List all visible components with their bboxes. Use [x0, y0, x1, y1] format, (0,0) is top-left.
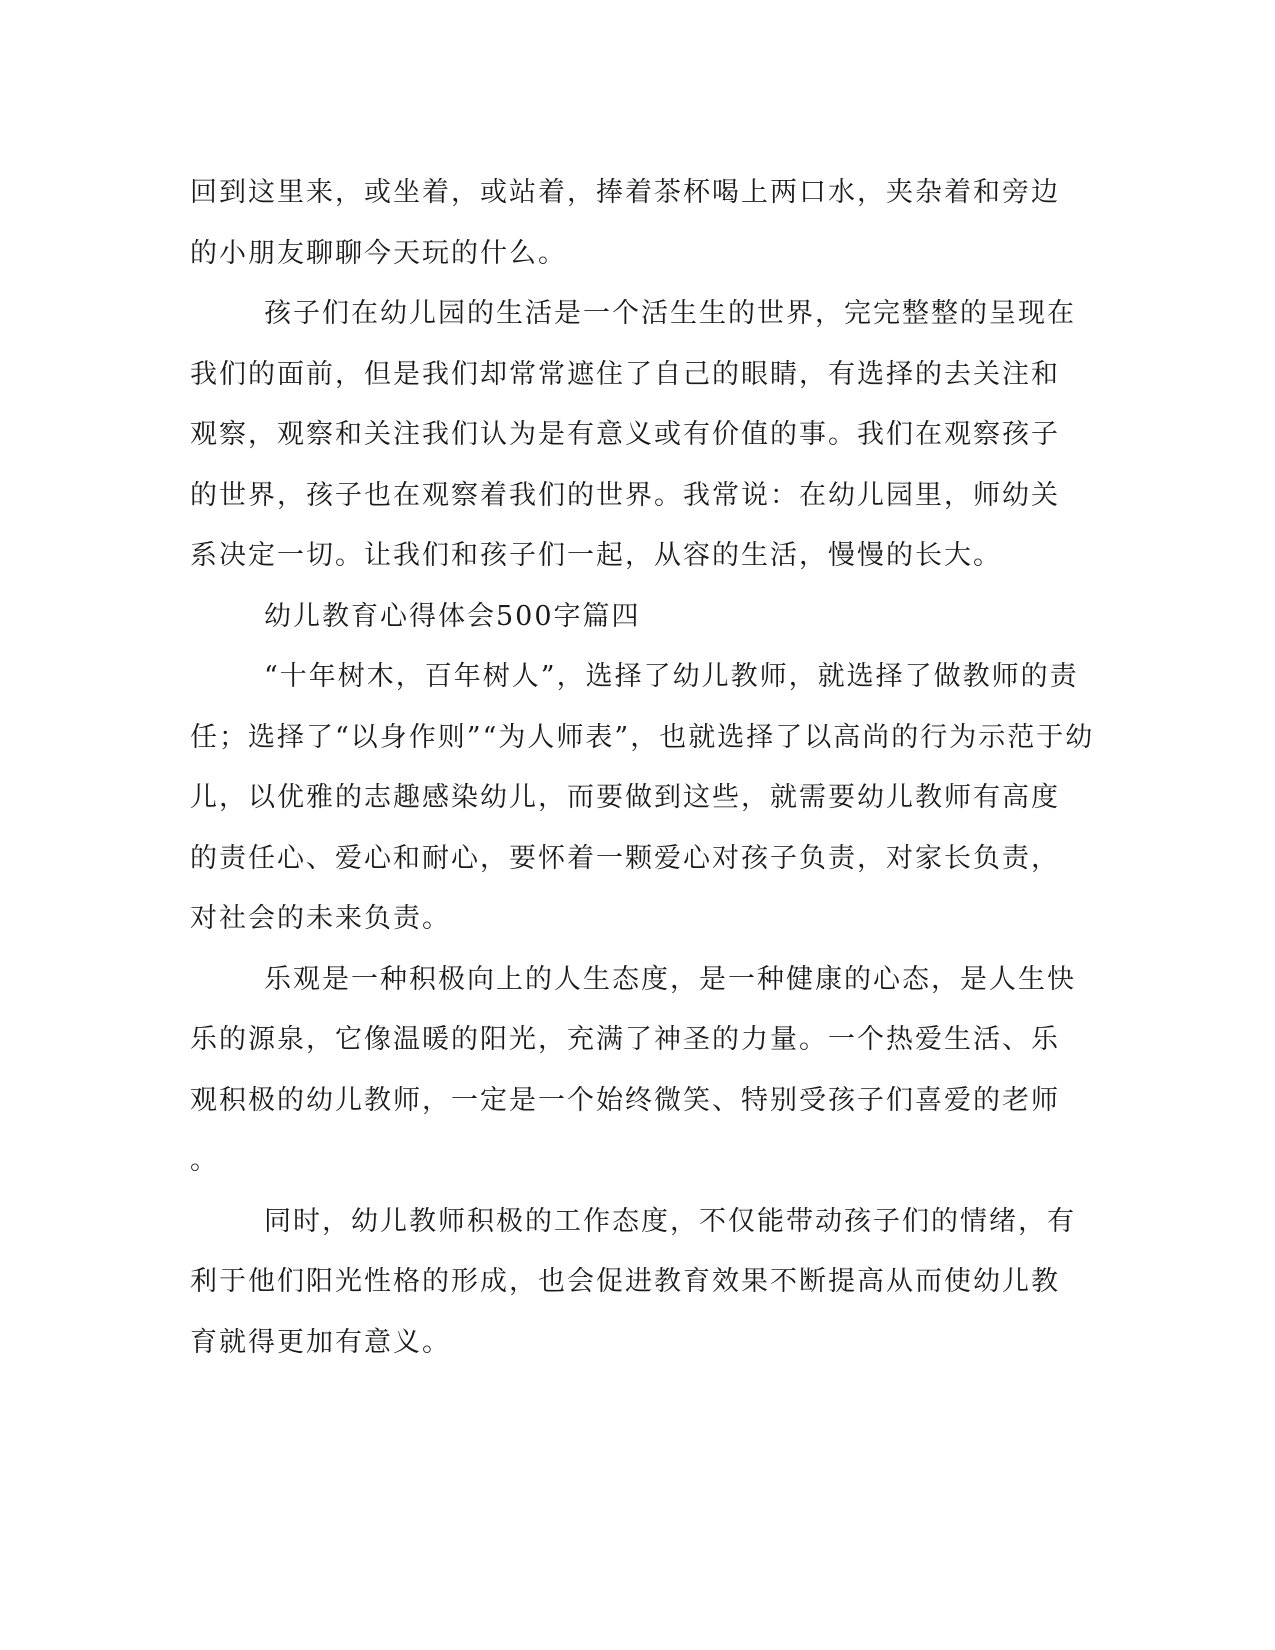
text-line: 观积极的幼儿教师，一定是一个始终微笑、特别受孩子们喜爱的老师: [190, 1084, 1060, 1116]
text-line: 育就得更加有意义。: [190, 1326, 451, 1358]
text-line: 同时，幼儿教师积极的工作态度，不仅能带动孩子们的情绪，有: [264, 1205, 1076, 1237]
text-line: 回到这里来，或坐着，或站着，捧着茶杯喝上两口水，夹杂着和旁边: [190, 177, 1060, 208]
text-line: 我们的面前，但是我们却常常遮住了自己的眼睛，有选择的去关注和: [190, 358, 1060, 390]
text-line: 的小朋友聊聊今天玩的什么。: [190, 237, 567, 269]
text-line: 观察，观察和关注我们认为是有意义或有价值的事。我们在观察孩子: [190, 419, 1060, 450]
text-line: 系决定一切。让我们和孩子们一起，从容的生活，慢慢的长大。: [190, 540, 1002, 571]
text-line: 乐的源泉，它像温暖的阳光，充满了神圣的力量。一个热爱生活、乐: [190, 1024, 1060, 1055]
text-line: 对社会的未来负责。: [190, 903, 451, 934]
section-heading: 幼儿教育心得体会500字篇四: [264, 600, 641, 632]
text-line: 乐观是一种积极向上的人生态度，是一种健康的心态，是人生快: [264, 963, 1076, 995]
text-line: 。: [190, 1145, 219, 1176]
text-line: 儿，以优雅的志趣感染幼儿，而要做到这些，就需要幼儿教师有高度: [190, 782, 1060, 813]
text-line: 的责任心、爱心和耐心，要怀着一颗爱心对孩子负责，对家长负责，: [190, 842, 1060, 874]
body-text: [190, 163, 1095, 1373]
text-line: 孩子们在幼儿园的生活是一个活生生的世界，完完整整的呈现在: [264, 298, 1076, 329]
text-line: 任；选择了“以身作则”“为人师表”，也就选择了以高尚的行为示范于幼: [190, 721, 1095, 753]
text-line: 利于他们阳光性格的形成，也会促进教育效果不断提高从而使幼儿教: [190, 1266, 1060, 1297]
text-line: “十年树木，百年树人”，选择了幼儿教师，就选择了做教师的责: [264, 661, 1079, 692]
text-line: 的世界，孩子也在观察着我们的世界。我常说：在幼儿园里，师幼关: [190, 479, 1060, 511]
